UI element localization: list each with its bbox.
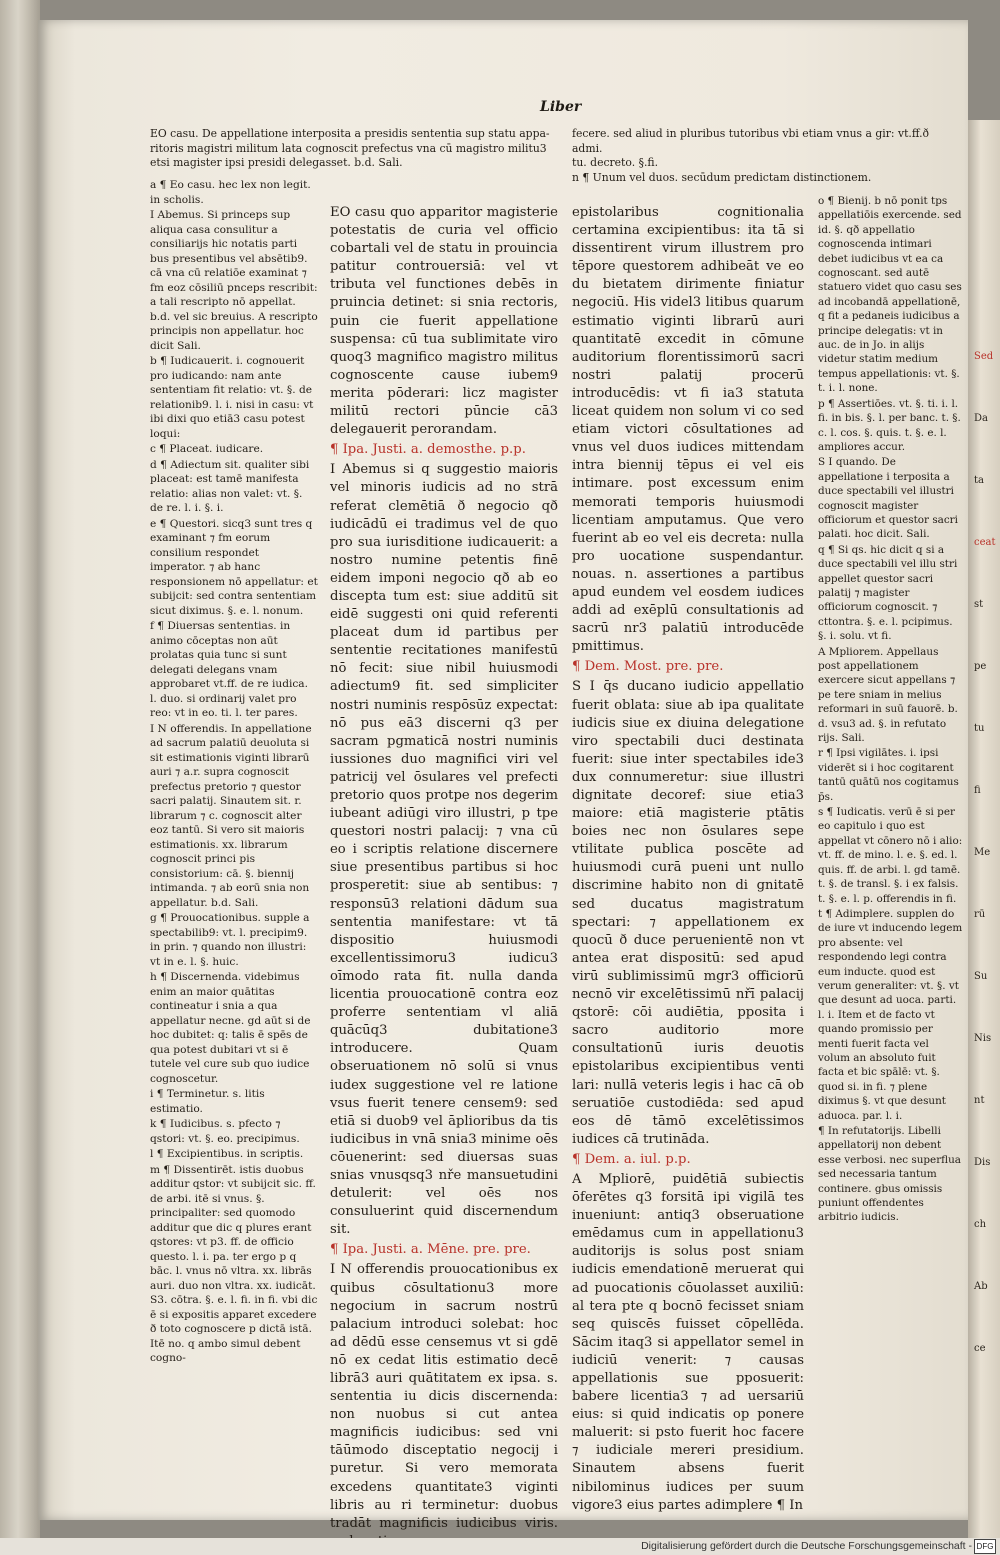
gloss-note: h ¶ Discernenda. videbimus enim an maior quātitas contineatur i snia a qua appellatur necne. gd aūt si de hoc dubitet: q: talis ē spēs de qua potest dubitari vt si ē tutele vel cure sub quo iudice cognoscetur. [150,971,311,1085]
rubric: ¶ Dem. Most. pre. pre. [572,659,724,675]
gloss-note: ¶ In refutatorijs. Libelli appellatorij non debent esse verbosi. nec superflua sed necessaria tantum continere. gbus omissis puniunt offendentes arbitrio iudicis. [818,1125,961,1224]
gloss-note: o ¶ Bienij. b nō ponit tps appellatiōis exercende. sed id. §. qð appellatio cognoscenda intimari debet iudicibus vt ea ca cognoscant. sed autē statuero videt quo casu ses ad incobandā appellationē, q fit a pedaneis iudicibus a principe delegatis: vt in auc. de in Jo. in alijs videtur statim medium tempus appellationis: vt. §. t. i. l. none. [818,195,962,395]
gloss-note: i ¶ Terminetur. s. litis estimatio. [150,1088,265,1115]
gloss-note: l ¶ Excipientibus. in scriptis. [150,1148,304,1160]
gloss-note: d ¶ Adiectum sit. qualiter sibi placeat: est tamē manifesta relatio: alias non valet: vt. §. de re. l. i. §. i. [150,458,310,514]
facing-page-fragment: tu [974,723,985,734]
facing-page-fragment: Nis [974,1033,992,1044]
gloss-note: m ¶ Dissentirēt. istis duobus additur qstor: vt subijcit sic. ff. de arbi. itē si vnus. §. principaliter: sed quomodo additur que dic q plures erant qstores: vt p3. ff. de officio questo. l. i. pa. ter ergo p q bāc. l. vnus nō vltra. xx. librās auri. duo non vltra. xx. iudicāt. S3. cōtra. §. e. l. fi. in fi. vbi dic ē si expositis apparet excedere ð toto cognoscere p dictā istā. Itē no. q ambo simul debent cogno- [150,1163,318,1364]
facing-page-fragment: ce [974,1343,986,1354]
facing-page-fragment: st [974,599,984,610]
gloss-note: a ¶ Eo casu. hec lex non legit. in scholis. [150,179,311,206]
gloss-note: s ¶ Iudicatis. verū ē si per eo capitulo i quo est appellat vt cōnero nō i alio: vt. ff. de mino. l. e. §. ed. l. quis. ff. de arbi. l. gd tamē. t. §. de transl. §. i ex falsis. t. §. e. l. p. offerendis in fi. [818,806,963,905]
left-gloss-column [150,178,318,1367]
gloss-note: r ¶ Ipsi vigilātes. i. ipsi viderēt si i hoc cogitarent tantū quātū nos cogitamus p̄s. [818,747,959,803]
gloss-note: f ¶ Diuersas sententias. in animo cōceptas non aūt prolatas quia tunc si sunt delegati delegans vnam approbaret vt.ff. de re iudica. l. duo. si ordinarij valet pro reo: vt in eo. ti. l. ter pares. [150,620,308,719]
facing-page-fragment: fi [974,785,981,796]
facing-page-fragment: ta [974,475,984,486]
facing-page-fragment: ch [974,1219,987,1230]
text-paragraph: I Abemus si q suggestio maioris vel minoris iudicis ad no strā referat clemētiā ð negocio qð iudicādū ei tradimus vel de quo pro sua iurisditione iudicauerit: a nostro numine petentis finē eidem imponi negocio qð ab eo discepta tum est: siue additū sit eidē suggesti oni quid referenti placeat dum id partibus per sententie recitationes manifestū nō fecit: siue nibil huiusmodi adiectum9 fit. sed simpliciter nostri numinis respōsūz expectat: nō pus eā3 discerni q3 per sacram pgmaticā nostri numinis iussiones duo magnifici viri vel patricij vel ōsulares vel prefecti pretorio quos protpe nos degerim iubeant adiūgi viro illustri, p tpe questori nostri palacij: ⁊ vna cū eo i scriptis relatione discernere siue presentibus partibus si hoc prosperetit: siue ab sentibus: ⁊ responsū3 relationi dādum sua sententia manifestare: vt tā dispositio huiusmodi excellentissimoru3 iudicu3 oīmodo rata fit. nulla danda licentia prouocationē contra eoz proferre sententiam vl aliā quācūq3 dubitatione3 introducere. Quam obseruationem nō solū si vnus iudex suggestione vel re latione vsus fuerit tenere censem9: sed etiā si duob9 vel āplioribus da tis iudicibus in vnā snia3 minime oēs cōuenerint: sed diuersas suas snias vnusqsq3 nře mansuetudini detulerit: vel oēs nos consuluerint quid discernendum sit. [330,462,558,1238]
text-paragraph: A Mpliorē, puidētiā subiectis ōferētes q3 forsitā ipi vigilā tes inueniunt: antiq3 obseruatione emēdamus cum in appellationu3 auditorijs is solus post sniam iudicis emendationē meruerat qui ad puocationis cōuolasset auxiliū: al tera pte q bocnō fecisset sniam seq quiscēs fuisset cōpellēda. Sācim itaq3 si appellator semel in iudiciū venerit: ⁊ causas appellationis sue pposuerit: babere licentia3 ⁊ ad uersariū eius: si quid indicatis op ponere maluerit: si psto fuerit hoc facere ⁊ iudiciale mereri presidium. Sinautem absens fuerit nibilominus iudices per suum vigore3 eius partes adimplere ¶ In [572,1171,804,1513]
facing-page-fragment: Su [974,971,988,982]
facing-page-fragment: Sed [974,351,994,362]
facing-page-fragment: ceat [974,537,996,548]
text-paragraph: epistolaribus cognitionalia certamina excipientibus: ita tā si dissentirent virum illustrem pro tēpore questorem adhibeāt ve eo du bietatem dirimente finiatur negociū. His videl3 litibus quarum estimatio viginti librarū auri quantitatē excedit in cōmune auditorium florentissimorū sacri nostri palatij procerū introducēdis: vt fi ia3 statuta liceat quidem non solum vi co sed etiam victori cōsultationes ad vnus vel duos iudices mittendam intra biennij tēpus ei vel eis intimare. post excessum enim memorati temporis huiusmodi licentiam amputamus. Que vero fuerint ab eo vel eis decreta: nulla pro uocatione suspendantur. nouas. n. assertiones a partibus apud eundem vel eosdem iudices addi ad exēplū consultationis ad sacrū nr3 palatiū introducēde pmittimus. [572,205,804,655]
top-gloss-line: etsi magister ipsi presidi delegasset. b.d. Sali. [150,156,403,169]
main-text-column-right [572,204,804,1517]
gloss-note: e ¶ Questori. sicq3 sunt tres q examinant ⁊ fm eorum consilium respondet imperator. ⁊ ab hanc responsionem nō appellatur: et subijcit: sed contra sententiam sicut diximus. §. e. l. nonum. [150,517,318,617]
gloss-note: A Mpliorem. Appellaus post appellationem exercere sicut appellans ⁊ pe tere sniam in melius reformari in suū fauorē. b. d. vsu3 ad. §. in refutato rijs. Sali. [818,645,958,745]
gloss-note: p ¶ Assertiōes. vt. §. ti. i. l. fi. in bis. §. l. per banc. t. §. c. l. cos. §. quis. t. §. e. l. ampliores accur. [818,397,961,453]
rubric: ¶ Dem. a. iul. p.p. [572,1151,691,1167]
running-head: Liber [540,99,582,115]
top-gloss-line: n ¶ Unum vel duos. secūdum predictam distinctionem. [572,170,872,184]
top-gloss-line: EO casu. De appellatione interposita a presidis sententia sup statu appa- [150,127,550,140]
funding-note: Digitalisierung gefördert durch die Deutsche Forschungsgemeinschaft - [641,1540,972,1552]
text-paragraph: I N offerendis prouocationibus ex quibus cōsultationu3 more negocium in sacrum nostrū palacium introduci solebat: hoc ad dēdū esse censemus vt si gdē nō ex cedat litis estimatio decē librā3 auri quātitatem ex ipsa. s. sententia iu dicis discernenda: non nuobus si cut antea magnificis iudicibus: sed vni tāūmodo disceptatio negocij i puretur. Si vero memorata excedens quantitate3 viginti libris au ri terminetur: duobus tradāt magnificis iudicibus viris. [330,1262,558,1531]
gloss-note: k ¶ Iudicibus. s. pfecto ⁊ qstori: vt. §. eo. precipimus. [150,1118,300,1145]
gloss-note: t ¶ Adimplere. supplen do de iure vt inducendo legem pro absente: vel respondendo legi contra eum inducte. quod est verum generaliter: vt. §. vt que desunt ad uoca. parti. l. i. Item et de facto vt quando promissio per menti fuerit facta vel volum an absoluto fuit facta et bic spālē: vt. §. quod si. in fi. ⁊ plene diximus §. vt que desunt aduoca. par. l. i. [818,907,963,1122]
top-gloss-right [572,127,952,185]
rubric: ¶ Ipa. Justi. a. demosthe. p.p. [330,442,526,458]
right-gloss-column [818,194,964,1226]
gloss-note: g ¶ Prouocationibus. supple a spectabilib9: vt. l. precipim9. in prin. ⁊ quando non illustri: vt in e. l. §. huic. [150,912,310,968]
top-gloss-line: ritoris magistri militum lata cognoscit prefectus vna cū magistro militu3 [150,141,547,155]
top-gloss-line: tu. decreto. §.fi. [572,156,659,169]
facing-page-fragment: rū [974,909,986,920]
dfg-logo-icon: DFG [974,1539,996,1554]
top-gloss-left [150,127,560,171]
top-gloss-line: fecere. sed aliud in pluribus tutoribus vbi etiam vnus a gir: vt.ff.ð admi. [572,127,930,155]
gloss-note: I N offerendis. In appellatione ad sacrum palatiū deuoluta si sit estimationis viginti librarū auri ⁊ a.r. supra cognoscit prefectus pretorio ⁊ questor sacri palatij. Sinautem sit. r. librarum ⁊ c. cognoscit alter eoz tantū. Si vero sit maioris estimationis. xx. librarum cognoscit princi pis consistorium: cā. §. biennij intimanda. ⁊ ab eorū snia non appellatur. b.d. Sali. [150,722,312,909]
facing-page-fragment: pe [974,661,987,672]
gloss-note: c ¶ Placeat. iudicare. [150,443,264,455]
facing-page-fragment: nt [974,1095,985,1106]
facing-page-fragment: Dis [974,1157,991,1168]
facing-page-fragment: Da [974,413,988,424]
book-left-edge [0,0,40,1555]
facing-page-fragment: Ab [974,1281,988,1292]
text-paragraph: EO casu quo apparitor magisterie potestatis de curia vel officio cobartali vel de statu in prouincia patitur controuersiā: vel vt tributa vel functiones debēs in pruincia detinet: si snia rectoris, puin cie fuerit appellatione suspensa: cū tua sublimitate viro quoq3 magnifico magistro militus cognoscente cause iubem9 merita pōderari: licz magister militū rectori pūncie cā3 delegauerit perorandam. [330,205,558,438]
text-paragraph: S I q̄s ducano iudicio appellatio fuerit oblata: siue ab ipa qualitate iudicis siue ex diuina delegatione viro spectabili duci destinata fuerit: siue inter spectabiles ide3 dux connumeretur: siue illustri dignitate decoref: siue etia3 maiore: etiā magisterie ptātis boies nec non ōsulares sepe vtilitate publica poscēte ad huiusmodi curā pueni unt nullo discrimine habito non di gnitatē sed ducatus magistratum spectari: ⁊ appellationem ex quocū ð duce peruenientē non vt antea erat dispositū: sed apud virū sublimissimū mgr3 officiorū necnō vir excelētissimū nřī palacij qstorē: cōi audiētia, pposita i sacro auditorio more consultationū iuris deuotis epistolaribus excipientibus venti lari: nullā veteris legis i hac cā ob seruatiōe custodiēda: sed apud eos dē tāmō excelētissimos iudices cā trutināda. [572,679,804,1147]
gloss-note: q ¶ Si qs. hic dicit q si a duce spectabili vel illu stri appellet questor sacri palatij ⁊ magister officiorum cognoscit. ⁊ cttontra. §. e. l. pcipimus. §. i. solu. vt fi. [818,543,958,643]
rubric: ¶ Ipa. Justi. a. Mēne. pre. pre. [330,1242,531,1258]
facing-page-fragment: Me [974,847,991,858]
gloss-note: S I quando. De appellatione i terposita a duce spectabili vel illustri cognoscit magister officiorum et questor sacri palati. hoc dicit. Sali. [818,456,958,541]
gloss-note: I Abemus. Si princeps sup aliqua casa consulitur a consiliarijs hic notatis parti bus presentibus vel absētib9. cā vna cū relatiōe examinat ⁊ fm eoz cōsiliū pnceps rescribit: a tali rescripto nō appellat. b.d. vel sic breuius. A rescripto principis non appellatur. hoc dicit Sali. [150,209,318,352]
gloss-note: b ¶ Iudicauerit. i. cognouerit pro iudicando: nam ante sententiam fit relatio: vt. §. de relationib9. l. i. nisi in casu: vt ibi dixi quo etiā3 casu potest loqui: [150,355,314,440]
facing-page-edge [968,120,1000,1540]
main-text-column-left [330,204,558,1553]
